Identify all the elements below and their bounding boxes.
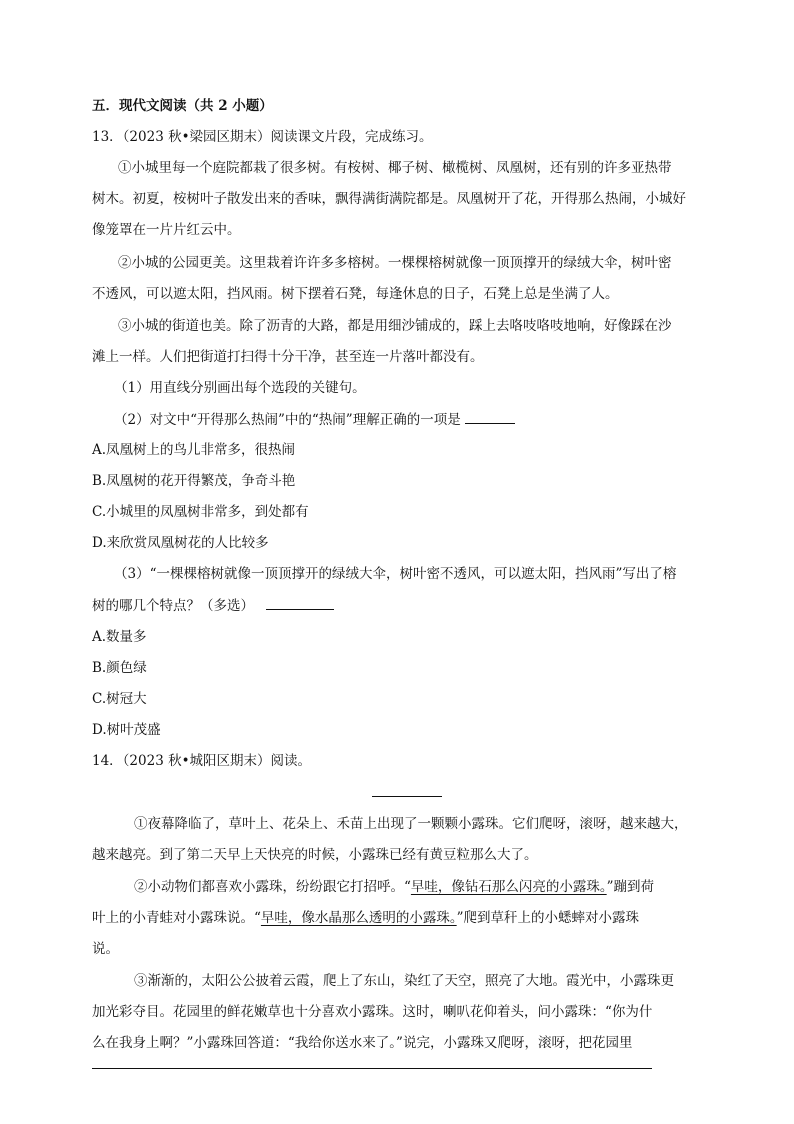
q14-p2-text-a: ②小动物们都喜欢小露珠，纷纷跟它打招呼。“: [134, 879, 411, 895]
question-13-header: 13．（2023 秋•梁园区期末）阅读课文片段，完成练习。: [92, 129, 433, 145]
q13-sub2-option-c: C.小城里的凤凰树非常多，到处都有: [92, 504, 309, 520]
answer-blank-2[interactable]: [465, 409, 515, 424]
q13-sub3-option-b: B.颜色绿: [92, 660, 147, 676]
q13-paragraph-1-line-1: ①小城里每一个庭院都栽了很多树。有桉树、椰子树、橄榄树、凤凰树，还有别的许多亚热带: [118, 160, 672, 176]
q13-paragraph-1-line-2: 树木。初夏，桉树叶子散发出来的香味，飘得满街满院都是。凤凰树开了花，开得那么热闹，小城好: [92, 191, 686, 207]
q14-paragraph-3-line-1: ③渐渐的，太阳公公披着云霞，爬上了东山，染红了天空，照亮了大地。霞光中，小露珠更: [134, 973, 674, 989]
q13-sub3-option-a: A.数量多: [92, 629, 147, 645]
q14-p2-text-d: ”爬到草秆上的小蟋蟀对小露珠: [456, 910, 640, 926]
q13-paragraph-3-line-2: 滩上一样。人们把街道打扫得十分干净，甚至连一片落叶都没有。: [92, 349, 484, 365]
q13-paragraph-2-line-2: 不透风，可以遮太阳，挡风雨。树下摆着石凳，每逢休息的日子，石凳上总是坐满了人。: [92, 286, 619, 302]
q14-paragraph-3-line-3: 么在我身上啊？”小露珠回答道：“我给你送水来了。”说完，小露珠又爬呀，滚呀，把花园里: [92, 1035, 633, 1051]
q14-paragraph-2-line-2: [92, 908, 639, 928]
q13-sub-question-1: （1）用直线分别画出每个选段的关键句。: [114, 380, 366, 396]
q13-paragraph-1-line-3: 像笼罩在一片片红云中。: [92, 222, 241, 238]
answer-blank-3[interactable]: [266, 595, 334, 610]
question-14-header: 14．（2023 秋•城阳区期末）阅读。: [92, 753, 312, 769]
title-blank[interactable]: [372, 796, 442, 797]
footer-rule: [92, 1068, 652, 1069]
q13-paragraph-3-line-1: ③小城的街道也美。除了沥青的大路，都是用细沙铺成的，踩上去咯吱咯吱地响，好像踩在沙: [118, 318, 672, 334]
q13-sub3-option-d: D.树叶茂盛: [92, 722, 161, 738]
q13-sub3-option-c: C.树冠大: [92, 691, 147, 707]
q13-sub-question-3-line-2: [92, 595, 334, 616]
q14-paragraph-2-line-3: 说。: [92, 941, 119, 957]
q13-sub2-option-d: D.来欣赏凤凰树花的人比较多: [92, 535, 269, 551]
q14-p2-text-b: ”蹦到荷: [606, 879, 655, 895]
q13-sub-question-2: [114, 409, 515, 430]
q13-sub-question-2-text: （2）对文中“开得那么热闹”中的“热闹”理解正确的一项是: [114, 412, 461, 428]
q14-paragraph-1-line-2: 越来越亮。到了第二天早上天快亮的时候，小露珠已经有黄豆粒那么大了。: [92, 847, 538, 863]
q13-paragraph-2-line-1: ②小城的公园更美。这里栽着许许多多榕树。一棵棵榕树就像一顶顶撑开的绿绒大伞，树叶密: [118, 255, 672, 271]
q14-p2-text-c: 叶上的小青蛙对小露珠说。“: [92, 910, 261, 926]
q13-sub2-option-b: B.凤凰树的花开得繁茂，争奇斗艳: [92, 473, 296, 489]
underlined-sentence-2: 早哇，像水晶那么透明的小露珠。: [260, 910, 457, 926]
q14-paragraph-3-line-2: 加光彩夺目。花园里的鲜花嫩草也十分喜欢小露珠。这时，喇叭花仰着头，问小露珠：“你为什: [92, 1004, 653, 1020]
q14-paragraph-2-line-1: [134, 877, 654, 897]
q13-sub-question-3-text: 树的哪几个特点？（多选）: [92, 598, 254, 614]
q13-sub-question-3-line-1: （3）“一棵棵榕树就像一顶顶撑开的绿绒大伞，树叶密不透风，可以遮太阳，挡风雨”写出了榕: [114, 566, 677, 582]
q13-sub2-option-a: A.凤凰树上的鸟儿非常多，很热闹: [92, 442, 296, 458]
underlined-sentence-1: 早哇，像钻石那么闪亮的小露珠。: [410, 879, 607, 895]
section-heading: 五．现代文阅读（共 2 小题）: [92, 98, 273, 114]
q14-paragraph-1-line-1: ①夜幕降临了，草叶上、花朵上、禾苗上出现了一颗颗小露珠。它们爬呀，滚呀，越来越大，: [134, 816, 688, 832]
